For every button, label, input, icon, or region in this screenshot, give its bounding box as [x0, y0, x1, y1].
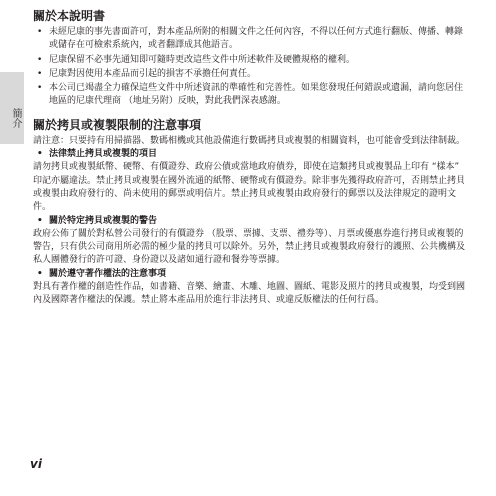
list-item: • 尼康對因使用本產品而引起的損害不承擔任何責任。 — [33, 68, 465, 81]
page-content — [33, 9, 465, 308]
manual-notes-list — [33, 26, 465, 109]
list-item: • 尼康保留不必事先通知即可隨時更改這些文件中所述軟件及硬體規格的權利。 — [33, 54, 465, 67]
subsection-text-prohibited-items: 請勿拷貝或複製紙幣、硬幣、有價證券、政府公債或當地政府債券，即使在這類拷貝或複製品上印有 “樣本” 印記亦屬違法。禁止拷貝或複製在國外流通的紙幣、硬幣或有價證券。除非事先獲得政府許可，否則禁止拷貝或複製由政府發行的、尚未使用的郵票或明信片。禁止拷貝或複製由政府發行的郵票以及法律規定的證明文件。 — [33, 162, 466, 213]
page-number: vi — [30, 457, 42, 471]
subsection-heading-copyright: • 關於遵守著作權法的注意事項 — [33, 268, 465, 281]
copy-restrictions-intro: 請注意：只要持有用掃描器、數碼相機或其他設備進行數碼拷貝或複製的相關資料，也可能會受到法律制裁。 — [33, 135, 466, 146]
subsection-heading-copy-warnings: • 關於特定拷貝或複製的警告 — [33, 215, 465, 228]
section-title-copy-restrictions: 關於拷貝或複製限制的注意事項 — [33, 117, 202, 132]
subsection-text-copyright: 對具有著作權的創造性作品，如書籍、音樂、繪畫、木雕、地圖、圖紙、電影及照片的拷貝或複製，均受到國內及國際著作權法的保護。禁止將本產品用於進行非法拷貝、或違反版權法的任何行爲。 — [33, 282, 466, 306]
subsection-heading-prohibited-items: • 法律禁止拷貝或複製的項目 — [33, 148, 465, 161]
section-title-manual: 關於本說明書 — [33, 9, 106, 23]
list-item: • 本公司已竭盡全力確保這些文件中所述資訊的準確性和完善性。如果您發現任何錯誤或遺漏，請向您居住地區的尼康代理商 （地址另附）反映，對此我們深表感謝。 — [33, 82, 465, 109]
subsection-text-copy-warnings: 政府公佈了關於對私營公司發行的有價證券 （股票、票據、支票、禮券等）、月票或優惠券進行拷貝或複製的警告，只有供公司商用所必需的極少量的拷貝可以除外。另外，禁止拷貝或複製政府發行的護照、公共機構及私人團體發行的許可證、身份證以及諸如通行證和餐券等票據。 — [33, 228, 466, 266]
list-item: • 未經尼康的事先書面許可，對本產品所附的相關文件之任何內容，不得以任何方式進行翻版、傳播、轉錄或儲存在可檢索系統內，或者翻譯成其他語言。 — [33, 26, 465, 53]
side-tab-label: 簡介 — [10, 108, 21, 128]
